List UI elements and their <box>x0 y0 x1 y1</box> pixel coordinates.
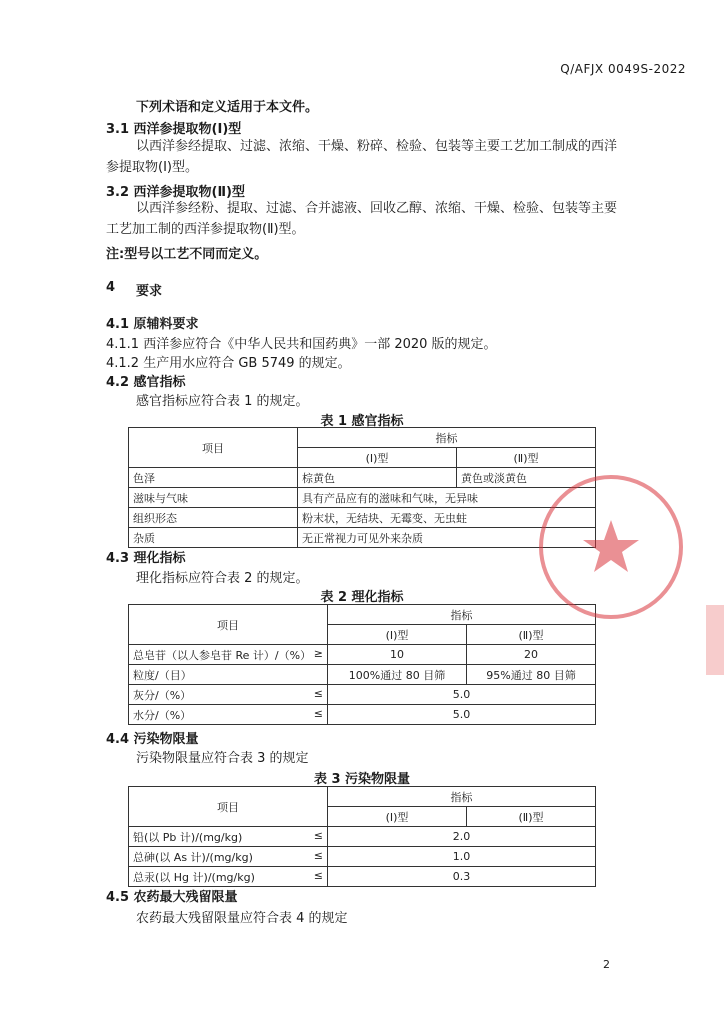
table-row <box>129 508 596 528</box>
table3 <box>128 786 596 887</box>
table1-header-index: 指标 <box>298 428 596 448</box>
table2-cell-value: 5.0 <box>328 685 596 705</box>
table3-header-item: 项目 <box>129 787 328 827</box>
table2-cell-type1: 100%通过 80 目筛 <box>328 665 467 685</box>
table1-header-item: 项目 <box>129 428 298 468</box>
table2-header-index: 指标 <box>328 605 596 625</box>
table2-header-item: 项目 <box>129 605 328 645</box>
table1-cell-item: 组织形态 <box>129 508 298 528</box>
table-row <box>129 528 596 548</box>
table-row <box>129 705 596 725</box>
section-4-5-text: 农药最大残留限量应符合表 4 的规定 <box>136 911 348 926</box>
seal-edge-mark <box>706 605 724 675</box>
section-4-4-title: 4.4 污染物限量 <box>106 732 199 747</box>
table3-header-index: 指标 <box>328 787 596 807</box>
table3-header-type2: (Ⅱ)型 <box>467 807 596 827</box>
section-4-5-title: 4.5 农药最大残留限量 <box>106 890 238 905</box>
intro-text: 下列术语和定义适用于本文件。 <box>136 100 319 115</box>
table1-caption: 表 1 感官指标 <box>320 414 404 429</box>
table-row <box>129 488 596 508</box>
table2-cell-item: 灰分/（%） ≤ <box>129 685 328 705</box>
table3-cell-value: 2.0 <box>328 827 596 847</box>
table2-cell-item: 粒度/（目） <box>129 665 328 685</box>
table1-cell-type2: 黄色或淡黄色 <box>457 468 596 488</box>
section-4-3-title: 4.3 理化指标 <box>106 551 186 566</box>
table3-cell-item: 总砷(以 As 计)/(mg/kg) ≤ <box>129 847 328 867</box>
section-4-1-title: 4.1 原辅料要求 <box>106 317 199 332</box>
table1-header-type1: (Ⅰ)型 <box>298 448 457 468</box>
table3-caption: 表 3 污染物限量 <box>313 772 411 787</box>
table2-cell-item: 水分/（%） ≤ <box>129 705 328 725</box>
table2-cell-value: 5.0 <box>328 705 596 725</box>
table1-cell-value: 具有产品应有的滋味和气味，无异味 <box>298 488 596 508</box>
table2-cell-type2: 20 <box>467 645 596 665</box>
table1-cell-type1: 棕黄色 <box>298 468 457 488</box>
page-number: 2 <box>603 958 610 971</box>
table1 <box>128 427 596 548</box>
table3-header-type1: (Ⅰ)型 <box>328 807 467 827</box>
table3-cell-item: 总汞(以 Hg 计)/(mg/kg) ≤ <box>129 867 328 887</box>
section-3-2-title: 3.2 西洋参提取物(Ⅱ)型 <box>106 185 246 200</box>
table1-header-type2: (Ⅱ)型 <box>457 448 596 468</box>
section-4-1-2: 4.1.2 生产用水应符合 GB 5749 的规定。 <box>106 356 351 371</box>
table-row <box>129 867 596 887</box>
company-seal-stamp <box>536 472 686 622</box>
section-4-4-text: 污染物限量应符合表 3 的规定 <box>136 751 309 766</box>
table1-cell-item: 滋味与气味 <box>129 488 298 508</box>
section-4-2-title: 4.2 感官指标 <box>106 375 186 390</box>
table2-caption: 表 2 理化指标 <box>320 590 404 605</box>
table-row <box>129 685 596 705</box>
table-row <box>129 847 596 867</box>
table1-cell-value: 无正常视力可见外来杂质 <box>298 528 596 548</box>
table3-cell-value: 1.0 <box>328 847 596 867</box>
table2-header-type2: (Ⅱ)型 <box>467 625 596 645</box>
section-4-title: 要求 <box>136 284 163 299</box>
table-row <box>129 645 596 665</box>
section-3-1-title: 3.1 西洋参提取物(Ⅰ)型 <box>106 122 242 137</box>
table-row <box>129 827 596 847</box>
section-4-2-text: 感官指标应符合表 1 的规定。 <box>136 394 309 409</box>
table3-cell-value: 0.3 <box>328 867 596 887</box>
section-3-2-text: 以西洋参经粉、提取、过滤、合并滤液、回收乙醇、浓缩、干燥、检验、包装等主要工艺加工制的西洋参提取物(Ⅱ)型。 <box>106 201 618 237</box>
table2-cell-type2: 95%通过 80 目筛 <box>467 665 596 685</box>
document-code: Q/AFJX 0049S-2022 <box>560 62 686 76</box>
note-text: 注:型号以工艺不同而定义。 <box>106 247 268 262</box>
section-4-1-1: 4.1.1 西洋参应符合《中华人民共和国药典》一部 2020 版的规定。 <box>106 337 497 352</box>
table2 <box>128 604 596 725</box>
table1-cell-item: 杂质 <box>129 528 298 548</box>
table2-cell-item: 总皂苷（以人参皂苷 Re 计）/（%） ≥ <box>129 645 328 665</box>
section-4-3-text: 理化指标应符合表 2 的规定。 <box>136 571 309 586</box>
table1-cell-value: 粉末状，无结块、无霉变、无虫蛀 <box>298 508 596 528</box>
section-3-1-text: 以西洋参经提取、过滤、浓缩、干燥、粉碎、检验、包装等主要工艺加工制成的西洋参提取物(Ⅰ)型。 <box>106 139 618 175</box>
section-4-number: 4 <box>106 280 116 295</box>
table3-cell-item: 铅(以 Pb 计)/(mg/kg) ≤ <box>129 827 328 847</box>
table-row <box>129 468 596 488</box>
table1-cell-item: 色泽 <box>129 468 298 488</box>
table-row <box>129 665 596 685</box>
table2-header-type1: (Ⅰ)型 <box>328 625 467 645</box>
table2-cell-type1: 10 <box>328 645 467 665</box>
